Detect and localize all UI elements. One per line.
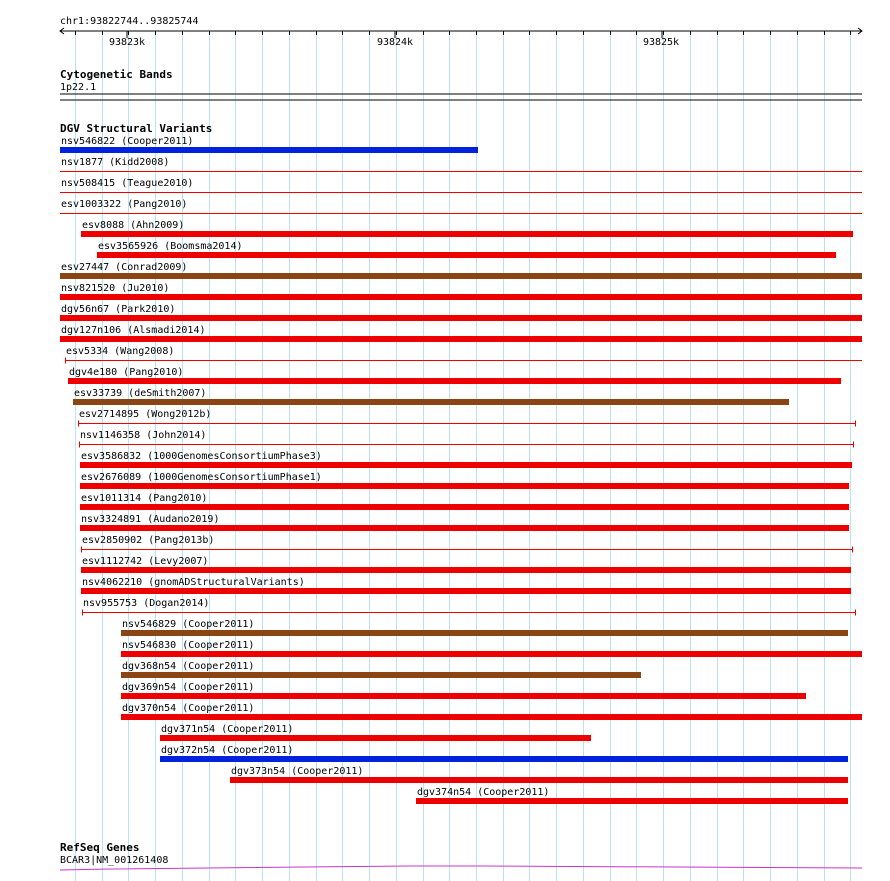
- sv-feature[interactable]: [60, 325, 862, 342]
- sv-feature[interactable]: [78, 409, 856, 427]
- sv-feature-bar[interactable]: [97, 252, 836, 258]
- gene-feature[interactable]: [60, 866, 862, 870]
- sv-feature-bar[interactable]: [121, 672, 641, 678]
- sv-feature[interactable]: [121, 703, 862, 720]
- sv-feature[interactable]: [60, 157, 862, 172]
- sv-feature-bar[interactable]: [121, 693, 806, 699]
- sv-feature-label: esv3565926 (Boomsma2014): [98, 241, 243, 252]
- sv-feature[interactable]: [97, 241, 836, 258]
- sv-feature-label: esv8088 (Ahn2009): [82, 220, 185, 231]
- sv-feature-label: esv2714895 (Wong2012b): [79, 409, 212, 420]
- sv-feature[interactable]: [82, 598, 856, 616]
- sv-feature-list: [60, 136, 862, 804]
- sv-feature-bar[interactable]: [68, 378, 841, 384]
- ruler-tick-label: 93824k: [376, 37, 414, 48]
- sv-feature[interactable]: [121, 661, 641, 678]
- sv-feature-label: esv3586832 (1000GenomesConsortiumPhase3): [81, 451, 322, 462]
- sv-feature-label: esv1003322 (Pang2010): [61, 199, 188, 210]
- sv-feature-label: nsv1146358 (John2014): [80, 430, 207, 441]
- sv-feature[interactable]: [60, 283, 862, 300]
- cytoband-track: [60, 68, 862, 100]
- sv-feature-label: dgv371n54 (Cooper2011): [161, 724, 294, 735]
- sv-feature-label: esv2850902 (Pang2013b): [82, 535, 215, 546]
- sv-feature-label: esv1011314 (Pang2010): [81, 493, 208, 504]
- sv-feature-label: nsv4062210 (gnomADStructuralVariants): [82, 577, 305, 588]
- sv-feature[interactable]: [230, 766, 848, 783]
- sv-feature[interactable]: [79, 430, 854, 448]
- sv-feature[interactable]: [73, 388, 789, 405]
- sv-feature[interactable]: [121, 640, 862, 657]
- sv-feature[interactable]: [416, 787, 848, 804]
- gene-track-title: RefSeq Genes: [60, 841, 140, 854]
- sv-feature-bar[interactable]: [416, 798, 848, 804]
- sv-feature-bar[interactable]: [60, 273, 862, 279]
- sv-feature-label: nsv546830 (Cooper2011): [122, 640, 255, 651]
- sv-feature-bar[interactable]: [60, 336, 862, 342]
- sv-feature-bar[interactable]: [81, 231, 853, 237]
- sv-feature[interactable]: [80, 514, 849, 531]
- sv-feature[interactable]: [121, 682, 806, 699]
- ruler-minor-ticks: [76, 31, 851, 35]
- sv-feature-label: nsv508415 (Teague2010): [61, 178, 194, 189]
- sv-feature-label: esv1112742 (Levy2007): [82, 556, 209, 567]
- sv-feature-bar[interactable]: [60, 294, 862, 300]
- sv-feature[interactable]: [80, 451, 852, 468]
- sv-feature-label: esv2676089 (1000GenomesConsortiumPhase1): [81, 472, 322, 483]
- sv-feature[interactable]: [81, 220, 853, 237]
- sv-feature-bar[interactable]: [80, 483, 849, 489]
- sv-feature[interactable]: [60, 199, 862, 214]
- sv-feature-label: dgv374n54 (Cooper2011): [417, 787, 550, 798]
- sv-feature-bar[interactable]: [81, 567, 851, 573]
- sv-feature-label: nsv955753 (Dogan2014): [83, 598, 210, 609]
- sv-feature-label: dgv373n54 (Cooper2011): [231, 766, 364, 777]
- sv-feature[interactable]: [81, 556, 851, 573]
- sv-feature[interactable]: [68, 367, 841, 384]
- sv-feature-label: dgv368n54 (Cooper2011): [122, 661, 255, 672]
- sv-feature-label: dgv372n54 (Cooper2011): [161, 745, 294, 756]
- sv-feature-label: nsv3324891 (Audano2019): [81, 514, 220, 525]
- ruler-tick-label: 93825k: [642, 37, 680, 48]
- sv-feature[interactable]: [160, 724, 591, 741]
- sv-feature-label: esv5334 (Wang2008): [66, 346, 175, 357]
- sv-feature-bar[interactable]: [121, 714, 862, 720]
- sv-feature-label: dgv56n67 (Park2010): [61, 304, 176, 315]
- sv-feature-bar[interactable]: [80, 504, 849, 510]
- sv-feature-bar[interactable]: [121, 651, 862, 657]
- sv-feature-bar[interactable]: [80, 462, 852, 468]
- position-label: chr1:93822744..93825744: [60, 16, 199, 27]
- sv-feature[interactable]: [65, 346, 862, 364]
- cytoband-track-title: Cytogenetic Bands: [60, 68, 173, 81]
- sv-feature-bar[interactable]: [160, 756, 848, 762]
- sv-feature-bar[interactable]: [80, 525, 849, 531]
- sv-feature[interactable]: [60, 304, 862, 321]
- sv-feature-label: nsv546822 (Cooper2011): [61, 136, 194, 147]
- sv-feature-label: esv33739 (deSmith2007): [74, 388, 207, 399]
- sv-feature[interactable]: [80, 493, 849, 510]
- sv-feature-bar[interactable]: [60, 315, 862, 321]
- sv-feature-bar[interactable]: [60, 147, 478, 153]
- sv-feature-label: dgv370n54 (Cooper2011): [122, 703, 255, 714]
- sv-feature-bar[interactable]: [230, 777, 848, 783]
- sv-track-title: DGV Structural Variants: [60, 122, 213, 135]
- sv-feature[interactable]: [121, 619, 848, 636]
- sv-feature[interactable]: [60, 262, 862, 279]
- sv-feature-label: nsv1877 (Kidd2008): [61, 157, 170, 168]
- sv-feature[interactable]: [81, 577, 851, 594]
- ruler-tick-label: 93823k: [108, 37, 146, 48]
- sv-feature-label: esv27447 (Conrad2009): [61, 262, 188, 273]
- sv-feature-label: nsv821520 (Ju2010): [61, 283, 170, 294]
- gene-label[interactable]: BCAR3|NM_001261408: [60, 855, 169, 866]
- sv-feature-label: dgv4e180 (Pang2010): [69, 367, 184, 378]
- sv-feature-label: nsv546829 (Cooper2011): [122, 619, 255, 630]
- sv-feature-label: dgv127n106 (Alsmadi2014): [61, 325, 206, 336]
- sv-feature[interactable]: [80, 472, 849, 489]
- sv-feature-bar[interactable]: [81, 588, 851, 594]
- sv-feature[interactable]: [81, 535, 853, 553]
- gene-track: [60, 841, 862, 870]
- sv-feature-label: dgv369n54 (Cooper2011): [122, 682, 255, 693]
- sv-feature-bar[interactable]: [160, 735, 591, 741]
- sv-track: [60, 122, 862, 804]
- sv-feature-bar[interactable]: [121, 630, 848, 636]
- ruler: [60, 16, 862, 48]
- sv-feature-bar[interactable]: [73, 399, 789, 405]
- sv-feature[interactable]: [60, 178, 862, 193]
- sv-feature[interactable]: [60, 136, 478, 153]
- cytoband-label: 1p22.1: [60, 82, 97, 93]
